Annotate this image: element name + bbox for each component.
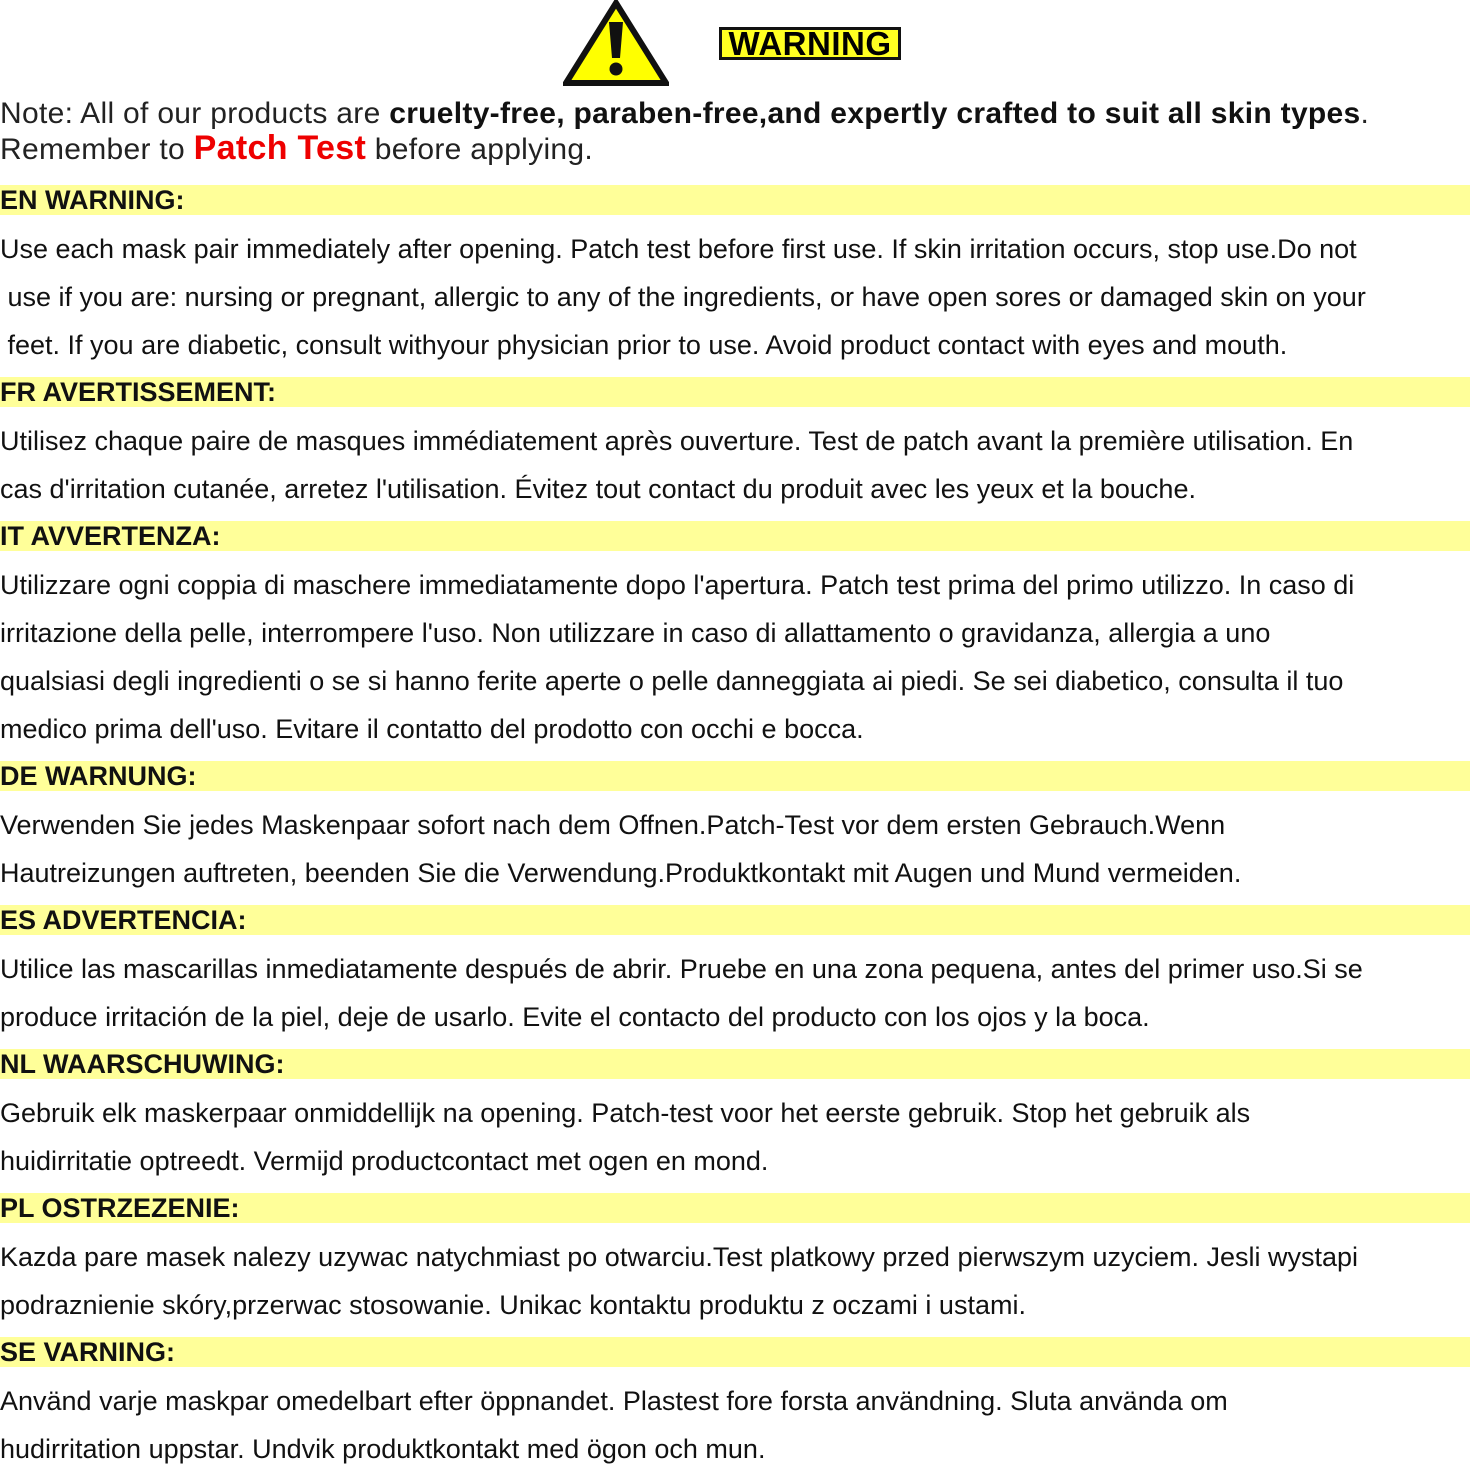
warning-section: [0, 761, 1470, 897]
section-body: [0, 801, 1470, 897]
section-body-line: irritazione della pelle, interrompere l'uso. Non utilizzare in caso di allattamento o gravidanza, allergia a uno: [0, 618, 1271, 648]
section-body-line: Använd varje maskpar omedelbart efter öppnandet. Plastest fore forsta användning. Sluta använda om: [0, 1386, 1228, 1416]
section-body-line: Kazda pare masek nalezy uzywac natychmiast po otwarciu.Test platkowy przed pierwszym uzyciem. Jesli wystapi: [0, 1242, 1359, 1272]
section-heading: PL OSTRZEZENIE:: [0, 1193, 1470, 1223]
section-body-line: Utilisez chaque paire de masques immédiatement après ouverture. Test de patch avant la première utilisation. En: [0, 426, 1354, 456]
note-line-2: [0, 131, 1470, 167]
section-body-line: podraznienie skóry,przerwac stosowanie. Unikac kontaktu produktu z oczami i ustami.: [0, 1290, 1026, 1320]
section-body-line: Hautreizungen auftreten, beenden Sie die Verwendung.Produktkontakt mit Augen und Mund vermeiden.: [0, 858, 1242, 888]
note-line-2-suffix: before applying.: [366, 133, 594, 166]
note-line-1-bold: cruelty-free, paraben-free,and expertly crafted to suit all skin types: [389, 97, 1361, 130]
section-body-line: Utilizzare ogni coppia di maschere immediatamente dopo l'apertura. Patch test prima del primo utilizzo. In caso di: [0, 570, 1355, 600]
note-line-1-suffix: .: [1360, 97, 1370, 130]
warning-section: [0, 1193, 1470, 1329]
section-body-line: huidirritatie optreedt. Vermijd productcontact met ogen en mond.: [0, 1146, 769, 1176]
section-body: [0, 561, 1470, 753]
section-heading: FR AVERTISSEMENT:: [0, 377, 1470, 407]
section-heading: IT AVVERTENZA:: [0, 521, 1470, 551]
section-body: [0, 945, 1470, 1041]
warning-section: [0, 1049, 1470, 1185]
note-line-1-prefix: Note: All of our products are: [0, 97, 390, 130]
section-heading: ES ADVERTENCIA:: [0, 905, 1470, 935]
section-body-line: feet. If you are diabetic, consult withyour physician prior to use. Avoid product contact with eyes and mouth.: [0, 330, 1288, 360]
section-body-line: Gebruik elk maskerpaar onmiddellijk na opening. Patch-test voor het eerste gebruik. Stop het gebruik als: [0, 1098, 1251, 1128]
section-body: [0, 1377, 1470, 1473]
section-body-line: Utilice las mascarillas inmediatamente después de abrir. Pruebe en una zona pequena, antes del primer uso.Si se: [0, 954, 1363, 984]
section-body: [0, 1233, 1470, 1329]
warning-sections: [0, 177, 1470, 1473]
section-body-line: Verwenden Sie jedes Maskenpaar sofort nach dem Offnen.Patch-Test vor dem ersten Gebrauch.Wenn: [0, 810, 1226, 840]
section-body: [0, 225, 1470, 369]
warning-section: [0, 905, 1470, 1041]
warning-section: [0, 185, 1470, 369]
warning-section: [0, 521, 1470, 753]
section-heading: SE VARNING:: [0, 1337, 1470, 1367]
warning-header: [0, 0, 1470, 88]
section-heading: EN WARNING:: [0, 185, 1470, 215]
section-body-line: produce irritación de la piel, deje de usarlo. Evite el contacto del producto con los ojos y la boca.: [0, 1002, 1150, 1032]
warning-section: [0, 377, 1470, 513]
section-heading: DE WARNUNG:: [0, 761, 1470, 791]
patch-test-highlight: Patch Test: [193, 129, 367, 167]
note-line-1: [0, 96, 1470, 131]
section-body-line: hudirritation uppstar. Undvik produktkontakt med ögon och mun.: [0, 1434, 766, 1464]
warning-triangle-icon: [563, 0, 669, 86]
section-body-line: Use each mask pair immediately after opening. Patch test before first use. If skin irritation occurs, stop use.Do not: [0, 234, 1357, 264]
section-body-line: cas d'irritation cutanée, arretez l'utilisation. Évitez tout contact du produit avec les yeux et la bouche.: [0, 474, 1196, 504]
section-body: [0, 1089, 1470, 1185]
section-body: [0, 417, 1470, 513]
section-heading: NL WAARSCHUWING:: [0, 1049, 1470, 1079]
note-block: [0, 96, 1470, 167]
warning-section: [0, 1337, 1470, 1473]
note-line-2-prefix: Remember to: [0, 133, 194, 166]
section-body-line: use if you are: nursing or pregnant, allergic to any of the ingredients, or have open sores or damaged skin on your: [0, 282, 1366, 312]
warning-label: WARNING: [719, 27, 901, 60]
section-body-line: medico prima dell'uso. Evitare il contatto del prodotto con occhi e bocca.: [0, 714, 864, 744]
section-body-line: qualsiasi degli ingredienti o se si hanno ferite aperte o pelle danneggiata ai piedi. Se sei diabetico, consulta il tuo: [0, 666, 1344, 696]
